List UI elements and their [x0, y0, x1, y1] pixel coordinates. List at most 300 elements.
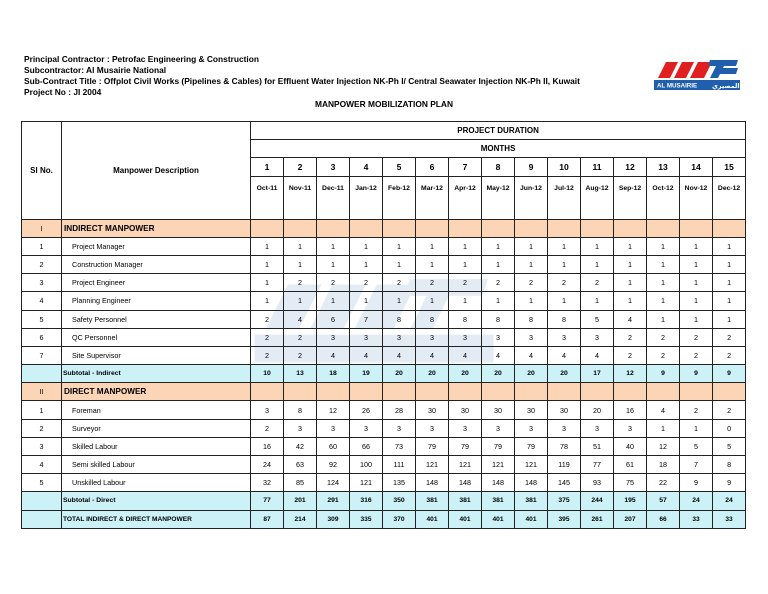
- project-number: Project No : JI 2004: [24, 87, 102, 97]
- month-number: 5: [383, 158, 416, 176]
- subtotal-value: 10: [251, 365, 284, 383]
- month-number: 15: [713, 158, 746, 176]
- row-sl: 5: [22, 474, 62, 492]
- row-value: 1: [350, 292, 383, 310]
- row-value: 1: [614, 255, 647, 273]
- month-name: Mar-12: [416, 176, 449, 219]
- month-number: 13: [647, 158, 680, 176]
- row-value: 7: [350, 310, 383, 328]
- row-value: 1: [680, 255, 713, 273]
- row-value: 30: [515, 401, 548, 419]
- row-value: 66: [350, 437, 383, 455]
- section-empty-cell: [383, 219, 416, 237]
- row-value: 1: [449, 237, 482, 255]
- total-label: TOTAL INDIRECT & DIRECT MANPOWER: [62, 510, 251, 528]
- header-row-duration: [22, 122, 746, 140]
- subtotal-value: 57: [647, 492, 680, 510]
- row-value: 1: [647, 292, 680, 310]
- month-number: 3: [317, 158, 350, 176]
- row-value: 1: [581, 255, 614, 273]
- row-value: 92: [317, 456, 350, 474]
- section-sl: I: [22, 219, 62, 237]
- row-value: 1: [548, 237, 581, 255]
- section-empty-cell: [581, 219, 614, 237]
- subtotal-value: 350: [383, 492, 416, 510]
- row-value: 18: [647, 456, 680, 474]
- logo-arabic-text: المصيري: [712, 81, 740, 90]
- row-value: 26: [350, 401, 383, 419]
- row-value: 1: [416, 292, 449, 310]
- subtotal-label: Subtotal - Direct: [62, 492, 251, 510]
- section-empty-cell: [284, 383, 317, 401]
- row-value: 4: [581, 346, 614, 364]
- row-sl: 5: [22, 310, 62, 328]
- row-value: 121: [449, 456, 482, 474]
- row-sl: 2: [22, 255, 62, 273]
- row-value: 1: [482, 292, 515, 310]
- row-description: Semi skilled Labour: [62, 456, 251, 474]
- row-value: 2: [482, 274, 515, 292]
- subtotal-value: 291: [317, 492, 350, 510]
- table-row: [22, 419, 746, 437]
- row-value: 61: [614, 456, 647, 474]
- row-value: 3: [383, 328, 416, 346]
- row-value: 16: [614, 401, 647, 419]
- month-name: Nov-12: [680, 176, 713, 219]
- section-empty-cell: [680, 219, 713, 237]
- row-value: 121: [482, 456, 515, 474]
- row-value: 1: [317, 292, 350, 310]
- row-value: 30: [416, 401, 449, 419]
- row-value: 2: [449, 274, 482, 292]
- section-empty-cell: [416, 383, 449, 401]
- month-number: 14: [680, 158, 713, 176]
- subtotal-value: 195: [614, 492, 647, 510]
- subtotal-value: 20: [548, 365, 581, 383]
- row-value: 1: [251, 237, 284, 255]
- row-description: Skilled Labour: [62, 437, 251, 455]
- row-value: 4: [515, 346, 548, 364]
- section-empty-cell: [647, 219, 680, 237]
- total-value: 214: [284, 510, 317, 528]
- row-value: 1: [317, 237, 350, 255]
- section-empty-cell: [416, 219, 449, 237]
- row-value: 4: [482, 346, 515, 364]
- row-value: 3: [317, 328, 350, 346]
- row-value: 8: [449, 310, 482, 328]
- row-value: 1: [713, 255, 746, 273]
- row-value: 3: [614, 419, 647, 437]
- table-row: [22, 401, 746, 419]
- row-description: Foreman: [62, 401, 251, 419]
- section-empty-cell: [350, 383, 383, 401]
- row-value: 30: [482, 401, 515, 419]
- document-header: [24, 54, 580, 98]
- row-value: 3: [482, 328, 515, 346]
- table-row: [22, 237, 746, 255]
- row-value: 1: [383, 237, 416, 255]
- row-value: 3: [317, 419, 350, 437]
- row-value: 4: [647, 401, 680, 419]
- subtotal-value: 201: [284, 492, 317, 510]
- row-value: 1: [614, 292, 647, 310]
- subtotal-value: 244: [581, 492, 614, 510]
- row-value: 121: [350, 474, 383, 492]
- row-value: 1: [317, 255, 350, 273]
- row-value: 85: [284, 474, 317, 492]
- indirect-section-header: [22, 219, 746, 237]
- row-value: 1: [251, 274, 284, 292]
- row-value: 1: [251, 255, 284, 273]
- month-name: Oct-11: [251, 176, 284, 219]
- row-value: 119: [548, 456, 581, 474]
- row-value: 1: [680, 237, 713, 255]
- row-value: 1: [515, 255, 548, 273]
- row-value: 4: [317, 346, 350, 364]
- indirect-subtotal-row: [22, 365, 746, 383]
- row-value: 3: [416, 419, 449, 437]
- subtotal-value: 20: [449, 365, 482, 383]
- subtotal-value: 20: [416, 365, 449, 383]
- month-number: 2: [284, 158, 317, 176]
- row-value: 1: [647, 255, 680, 273]
- row-value: 4: [416, 346, 449, 364]
- row-value: 2: [614, 328, 647, 346]
- principal-contractor: Principal Contractor : Petrofac Engineering & Construction: [24, 54, 259, 64]
- row-value: 8: [284, 401, 317, 419]
- row-value: 1: [548, 255, 581, 273]
- row-value: 148: [449, 474, 482, 492]
- subtotal-value: 18: [317, 365, 350, 383]
- row-value: 111: [383, 456, 416, 474]
- row-value: 79: [449, 437, 482, 455]
- month-name: Sep-12: [614, 176, 647, 219]
- manpower-table: [21, 121, 746, 529]
- section-empty-cell: [482, 219, 515, 237]
- row-value: 3: [251, 401, 284, 419]
- row-value: 8: [416, 310, 449, 328]
- row-value: 1: [680, 274, 713, 292]
- section-sl: II: [22, 383, 62, 401]
- subtotal-value: 12: [614, 365, 647, 383]
- row-value: 42: [284, 437, 317, 455]
- row-value: 4: [284, 310, 317, 328]
- subtotal-value: 17: [581, 365, 614, 383]
- row-value: 2: [614, 346, 647, 364]
- row-value: 2: [317, 274, 350, 292]
- section-empty-cell: [713, 219, 746, 237]
- row-value: 24: [251, 456, 284, 474]
- row-value: 1: [383, 292, 416, 310]
- month-number: 12: [614, 158, 647, 176]
- table-row: [22, 456, 746, 474]
- row-value: 1: [680, 419, 713, 437]
- total-value: 401: [482, 510, 515, 528]
- row-value: 1: [581, 237, 614, 255]
- row-value: 3: [416, 328, 449, 346]
- section-empty-cell: [548, 219, 581, 237]
- row-value: 8: [482, 310, 515, 328]
- section-empty-cell: [251, 219, 284, 237]
- row-value: 2: [284, 346, 317, 364]
- month-number: 7: [449, 158, 482, 176]
- section-title: INDIRECT MANPOWER: [62, 219, 251, 237]
- row-value: 2: [647, 346, 680, 364]
- row-description: Surveyor: [62, 419, 251, 437]
- row-value: 8: [713, 456, 746, 474]
- month-number: 10: [548, 158, 581, 176]
- row-value: 1: [713, 310, 746, 328]
- row-value: 2: [251, 346, 284, 364]
- row-value: 3: [350, 328, 383, 346]
- section-empty-cell: [515, 219, 548, 237]
- section-empty-cell: [713, 383, 746, 401]
- month-name: Jan-12: [350, 176, 383, 219]
- subtotal-value: 13: [284, 365, 317, 383]
- row-description: Safety Personnel: [62, 310, 251, 328]
- row-value: 2: [284, 328, 317, 346]
- section-empty-cell: [614, 219, 647, 237]
- logo-name-text: AL MUSAIRIE: [657, 82, 698, 90]
- section-empty-cell: [515, 383, 548, 401]
- row-value: 2: [416, 274, 449, 292]
- total-value: 33: [713, 510, 746, 528]
- month-name: Nov-11: [284, 176, 317, 219]
- row-value: 2: [680, 328, 713, 346]
- month-number: 11: [581, 158, 614, 176]
- section-empty-cell: [317, 383, 350, 401]
- section-empty-cell: [614, 383, 647, 401]
- row-value: 2: [548, 274, 581, 292]
- row-value: 1: [416, 255, 449, 273]
- row-sl: 3: [22, 274, 62, 292]
- total-value: 66: [647, 510, 680, 528]
- row-value: 2: [647, 328, 680, 346]
- row-value: 93: [581, 474, 614, 492]
- month-name: May-12: [482, 176, 515, 219]
- row-value: 20: [581, 401, 614, 419]
- row-value: 40: [614, 437, 647, 455]
- row-value: 77: [581, 456, 614, 474]
- row-value: 51: [581, 437, 614, 455]
- subtotal-label: Subtotal - Indirect: [62, 365, 251, 383]
- row-value: 1: [482, 255, 515, 273]
- col-sl-header: Sl No.: [22, 122, 62, 220]
- subtotal-value: 9: [680, 365, 713, 383]
- total-value: 335: [350, 510, 383, 528]
- row-value: 3: [548, 419, 581, 437]
- row-value: 1: [647, 419, 680, 437]
- row-value: 1: [680, 310, 713, 328]
- row-sl: 1: [22, 401, 62, 419]
- row-value: 124: [317, 474, 350, 492]
- row-value: 8: [383, 310, 416, 328]
- row-value: 4: [548, 346, 581, 364]
- month-name: Dec-12: [713, 176, 746, 219]
- row-value: 2: [680, 401, 713, 419]
- row-value: 1: [614, 237, 647, 255]
- subtotal-empty-cell: [22, 492, 62, 510]
- row-value: 1: [383, 255, 416, 273]
- total-value: 395: [548, 510, 581, 528]
- month-number: 1: [251, 158, 284, 176]
- row-sl: 4: [22, 456, 62, 474]
- month-name: Oct-12: [647, 176, 680, 219]
- company-logo: [652, 56, 742, 92]
- row-value: 63: [284, 456, 317, 474]
- section-empty-cell: [284, 219, 317, 237]
- row-value: 8: [515, 310, 548, 328]
- subtotal-value: 19: [350, 365, 383, 383]
- row-value: 2: [251, 328, 284, 346]
- row-value: 1: [284, 255, 317, 273]
- row-value: 12: [647, 437, 680, 455]
- row-value: 100: [350, 456, 383, 474]
- row-value: 32: [251, 474, 284, 492]
- row-value: 1: [515, 237, 548, 255]
- subtotal-empty-cell: [22, 365, 62, 383]
- row-value: 2: [713, 401, 746, 419]
- row-sl: 2: [22, 419, 62, 437]
- row-value: 73: [383, 437, 416, 455]
- total-empty-cell: [22, 510, 62, 528]
- grand-total-row: [22, 510, 746, 528]
- row-value: 1: [251, 292, 284, 310]
- row-value: 5: [581, 310, 614, 328]
- row-value: 75: [614, 474, 647, 492]
- row-sl: 6: [22, 328, 62, 346]
- row-value: 4: [350, 346, 383, 364]
- row-value: 2: [713, 328, 746, 346]
- subtotal-value: 381: [515, 492, 548, 510]
- row-value: 79: [482, 437, 515, 455]
- row-value: 9: [713, 474, 746, 492]
- month-name: Jul-12: [548, 176, 581, 219]
- row-description: Unskilled Labour: [62, 474, 251, 492]
- row-value: 1: [515, 292, 548, 310]
- direct-subtotal-row: [22, 492, 746, 510]
- row-value: 5: [713, 437, 746, 455]
- row-value: 3: [515, 328, 548, 346]
- section-title: DIRECT MANPOWER: [62, 383, 251, 401]
- section-empty-cell: [383, 383, 416, 401]
- table-row: [22, 346, 746, 364]
- month-name: Apr-12: [449, 176, 482, 219]
- row-value: 4: [614, 310, 647, 328]
- months-header: MONTHS: [251, 140, 746, 158]
- row-value: 6: [317, 310, 350, 328]
- row-value: 3: [515, 419, 548, 437]
- section-empty-cell: [350, 219, 383, 237]
- subtotal-value: 20: [482, 365, 515, 383]
- row-value: 1: [548, 292, 581, 310]
- row-value: 2: [713, 346, 746, 364]
- row-value: 79: [416, 437, 449, 455]
- subtotal-value: 316: [350, 492, 383, 510]
- subtotal-value: 24: [713, 492, 746, 510]
- subtotal-value: 9: [647, 365, 680, 383]
- subtotal-value: 381: [449, 492, 482, 510]
- row-value: 1: [614, 274, 647, 292]
- row-value: 4: [383, 346, 416, 364]
- row-value: 148: [515, 474, 548, 492]
- col-desc-header: Manpower Description: [62, 122, 251, 220]
- row-value: 148: [416, 474, 449, 492]
- section-empty-cell: [449, 383, 482, 401]
- row-value: 1: [581, 292, 614, 310]
- month-name: Feb-12: [383, 176, 416, 219]
- row-value: 1: [284, 237, 317, 255]
- total-value: 401: [515, 510, 548, 528]
- row-value: 2: [581, 274, 614, 292]
- table-row: [22, 474, 746, 492]
- row-value: 1: [449, 255, 482, 273]
- row-sl: 3: [22, 437, 62, 455]
- logo-red-stripe-1: [658, 62, 678, 78]
- row-value: 1: [647, 310, 680, 328]
- section-empty-cell: [482, 383, 515, 401]
- subtotal-value: 381: [416, 492, 449, 510]
- row-value: 3: [548, 328, 581, 346]
- row-value: 121: [515, 456, 548, 474]
- row-value: 145: [548, 474, 581, 492]
- row-value: 121: [416, 456, 449, 474]
- subtotal-value: 375: [548, 492, 581, 510]
- row-value: 78: [548, 437, 581, 455]
- row-description: Project Manager: [62, 237, 251, 255]
- direct-section-header: [22, 383, 746, 401]
- month-name: Aug-12: [581, 176, 614, 219]
- row-value: 7: [680, 456, 713, 474]
- row-value: 5: [680, 437, 713, 455]
- table-row: [22, 292, 746, 310]
- subtotal-value: 381: [482, 492, 515, 510]
- row-value: 3: [350, 419, 383, 437]
- subtotal-value: 20: [383, 365, 416, 383]
- total-value: 370: [383, 510, 416, 528]
- total-value: 87: [251, 510, 284, 528]
- row-value: 3: [482, 419, 515, 437]
- month-name: Jun-12: [515, 176, 548, 219]
- row-value: 1: [713, 237, 746, 255]
- row-value: 1: [416, 237, 449, 255]
- plan-title: MANPOWER MOBILIZATION PLAN: [314, 99, 454, 109]
- subtotal-value: 9: [713, 365, 746, 383]
- row-description: Project Engineer: [62, 274, 251, 292]
- row-value: 2: [251, 419, 284, 437]
- row-value: 148: [482, 474, 515, 492]
- row-value: 2: [251, 310, 284, 328]
- subtotal-value: 20: [515, 365, 548, 383]
- row-value: 1: [284, 292, 317, 310]
- subcontractor: Subcontractor: Al Musairie National: [24, 65, 167, 75]
- row-value: 3: [581, 419, 614, 437]
- row-value: 1: [449, 292, 482, 310]
- subtotal-value: 77: [251, 492, 284, 510]
- total-value: 401: [416, 510, 449, 528]
- row-value: 3: [581, 328, 614, 346]
- row-value: 2: [284, 274, 317, 292]
- table-row: [22, 437, 746, 455]
- row-value: 1: [713, 274, 746, 292]
- section-empty-cell: [581, 383, 614, 401]
- row-value: 0: [713, 419, 746, 437]
- month-number: 8: [482, 158, 515, 176]
- month-number: 4: [350, 158, 383, 176]
- month-number: 9: [515, 158, 548, 176]
- total-value: 207: [614, 510, 647, 528]
- row-value: 30: [548, 401, 581, 419]
